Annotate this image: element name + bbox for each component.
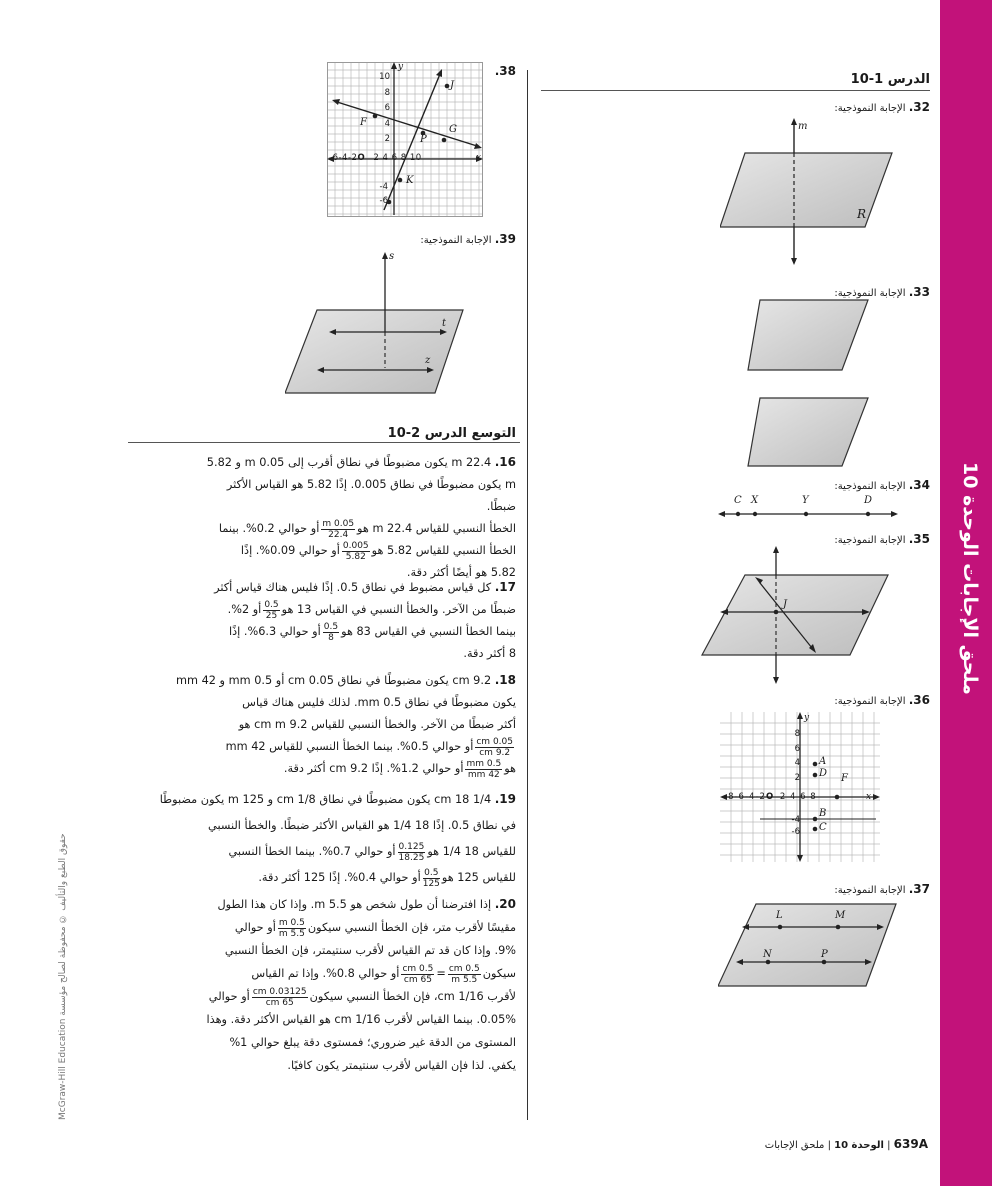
fig36-point-f: F xyxy=(841,773,848,784)
fig32-line-label: m xyxy=(798,121,808,132)
fig37-point-m: M xyxy=(835,910,846,921)
header-rule xyxy=(541,90,930,91)
figure-37-plane-lines xyxy=(718,902,898,990)
figure-32-plane-line xyxy=(720,115,900,265)
side-tab-label: ملحق الإجابات الوحدة 10 xyxy=(959,462,981,695)
item-35-label: 35. الإجابة النموذجية: xyxy=(834,532,930,546)
item-39-label: 39. الإجابة النموذجية: xyxy=(420,232,516,246)
footer-unit: الوحدة 10 xyxy=(834,1140,884,1151)
problem-19: 19. cm 18 1/4 يكون مضبوطًا في نطاق 1/8 cm و 125 m يكون مضبوطًا في نطاق 0.5. إذًا 18 1/4 هو القياس الأكثر ضبطًا. والخطأ النسبي للقياس 18 1/4 هو $\frac{0.125}{18.25}$ أو حوالي 0.7%. بينما الخطأ النسبي للقياس 125 هو $\frac{0.5}{125}$ أو حوالي 0.4%. إذًا 125 أكثر دقة. xyxy=(159,792,516,889)
fig36-x-ticks: -8-6-4-2O 2 4 6 8 xyxy=(724,792,817,802)
item-38-label: 38. xyxy=(494,64,516,78)
fig36-y-ticks-neg: -4 -6 xyxy=(791,815,800,837)
fig34-point-x: X xyxy=(751,495,759,506)
fig38-axis-y: y xyxy=(398,62,404,72)
fig38-point-g: G xyxy=(449,124,457,135)
fig35-point-j: J xyxy=(783,599,788,610)
fig38-point-k: K xyxy=(406,175,414,186)
problem-20: 20. إذا افترضنا أن طول شخص هو 5.5 m. وإذا كان هذا الطول مقيسًا لأقرب متر، فإن الخطأ النسبي سيكون $\frac{0.5 m}{5.5 m}$ أو حوالي 9%. وإذا كان قد تم القياس لأقرب سنتيمتر، فإن الخطأ النسبي سيكون $\frac{0.5 cm}{5.5 m}$ = $\frac{0.5 cm}{65 cm}$ أو حوالي 0.8%. وإذا تم القياس لأقرب 1/16 cm، فإن الخطأ النسبي سيكون $\frac{0.03125 cm}{65 cm}$ أو حوالي 0.05%. بينما القياس لأقرب 1/16 cm هو القياس الأكثر دقة. وهذا المستوى من الدقة غير ضروري؛ فمستوى دقة يبلغ حوالي 1% يكفي. لذا فإن القياس لأقرب سنتيمتر يكون كافيًا. xyxy=(206,897,516,1072)
fig34-point-y: Y xyxy=(802,495,809,506)
fig36-point-c: C xyxy=(819,822,827,833)
fig34-point-d: D xyxy=(864,495,873,506)
fig39-label-t: t xyxy=(442,318,447,329)
problem-17: 17. كل قياس مضبوط في نطاق 0.5. إذًا فليس هناك قياس أكثر ضبطًا من الآخر. والخطأ النسبي في القياس 13 هو $\frac{0.5}{25}$ أو 2%. بينما الخطأ النسبي في القياس 83 هو $\frac{0.5}{8}$ أو حوالي 6.3%. إذًا 8 أكثر دقة. xyxy=(214,580,516,660)
fig39-label-s: s xyxy=(389,251,395,262)
figure-38-coordinate-grid xyxy=(327,62,483,217)
fig37-point-p: P xyxy=(821,949,828,960)
page-number: 639A xyxy=(893,1137,928,1151)
fig36-axis-x: x xyxy=(866,792,872,802)
fig38-point-p: P xyxy=(420,134,427,145)
fig32-plane-label: R xyxy=(857,207,867,221)
fig34-point-c: C xyxy=(734,495,742,506)
item-36-label: 36. الإجابة النموذجية: xyxy=(834,693,930,707)
fig36-y-ticks: 8 6 4 2 xyxy=(794,729,800,783)
fig36-point-b: B xyxy=(819,808,827,819)
fig38-y-ticks: 10 8 6 4 2 xyxy=(379,72,390,144)
fig39-label-z: z xyxy=(425,355,431,366)
lesson-header: الدرس 1-10 xyxy=(850,72,930,87)
fig38-x-ticks: -6-4-2O 2 4 6 8 10 xyxy=(329,153,422,163)
figure-34-number-line xyxy=(718,505,898,525)
page-footer: 639A | الوحدة 10 | ملحق الإجابات xyxy=(764,1137,928,1151)
copyright-credit: McGraw-Hill Education حقوق الطبع والتأليف © محفوظة لصالح مؤسسة xyxy=(58,833,68,1120)
fig38-axis-x: x xyxy=(476,153,482,163)
item-37-label: 37. الإجابة النموذجية: xyxy=(834,882,930,896)
fig36-point-a: A xyxy=(819,756,827,767)
problem-16: 16. 22.4 m يكون مضبوطًا في نطاق أقرب إلى 0.05 m و 5.82 m يكون مضبوطًا في نطاق 0.005. إذًا 5.82 هو القياس الأكثر ضبطًا. الخطأ النسبي للقياس 22.4 m هو $\frac{0.05 m}{22.4}$ أو حوالي 0.2%. بينما الخطأ النسبي للقياس 5.82 هو $\frac{0.005}{5.82}$ أو حوالي 0.09%. إذًا 5.82 هو أيضًا أكثر دقة. xyxy=(206,455,516,579)
fig36-point-d: D xyxy=(819,768,828,779)
item-34-label: 34. الإجابة النموذجية: xyxy=(834,478,930,492)
figure-36-coordinate-grid xyxy=(720,712,880,862)
fig36-axis-y: y xyxy=(804,713,810,723)
footer-section: ملحق الإجابات xyxy=(764,1140,825,1151)
fig38-point-j: J xyxy=(450,80,455,91)
fig37-point-n: N xyxy=(763,949,772,960)
problem-18: 18. 9.2 cm يكون مضبوطًا في نطاق 0.05 cm أو 0.5 mm و 42 mm يكون مضبوطًا في نطاق 0.5 mm. لذلك فليس هناك قياس أكثر ضبطًا من الآخر. والخطأ النسبي للقياس 9.2 cm m هو $\frac{0.05 cm}{9.2 cm}$ أو حوالي 0.5%. بينما الخطأ النسبي للقياس 42 mm هو $\frac{0.5 mm}{42 mm}$ أو حوالي 1.2%. إذًا 9.2 cm أكثر دقة. xyxy=(175,673,516,780)
extension-header: التوسع الدرس 2-10 xyxy=(387,426,516,441)
fig38-y-ticks-neg: -4 -6 xyxy=(379,182,388,206)
fig37-point-l: L xyxy=(776,910,783,921)
figure-39-plane-lines xyxy=(285,250,465,400)
figure-35-plane-lines xyxy=(700,545,890,685)
item-32-label: 32. الإجابة النموذجية: xyxy=(834,100,930,114)
figure-33-parallel-planes xyxy=(730,298,880,468)
fig38-point-f: F xyxy=(360,117,367,128)
column-divider xyxy=(527,70,528,1120)
item-33-label: 33. الإجابة النموذجية: xyxy=(834,285,930,299)
extension-rule xyxy=(128,442,520,443)
